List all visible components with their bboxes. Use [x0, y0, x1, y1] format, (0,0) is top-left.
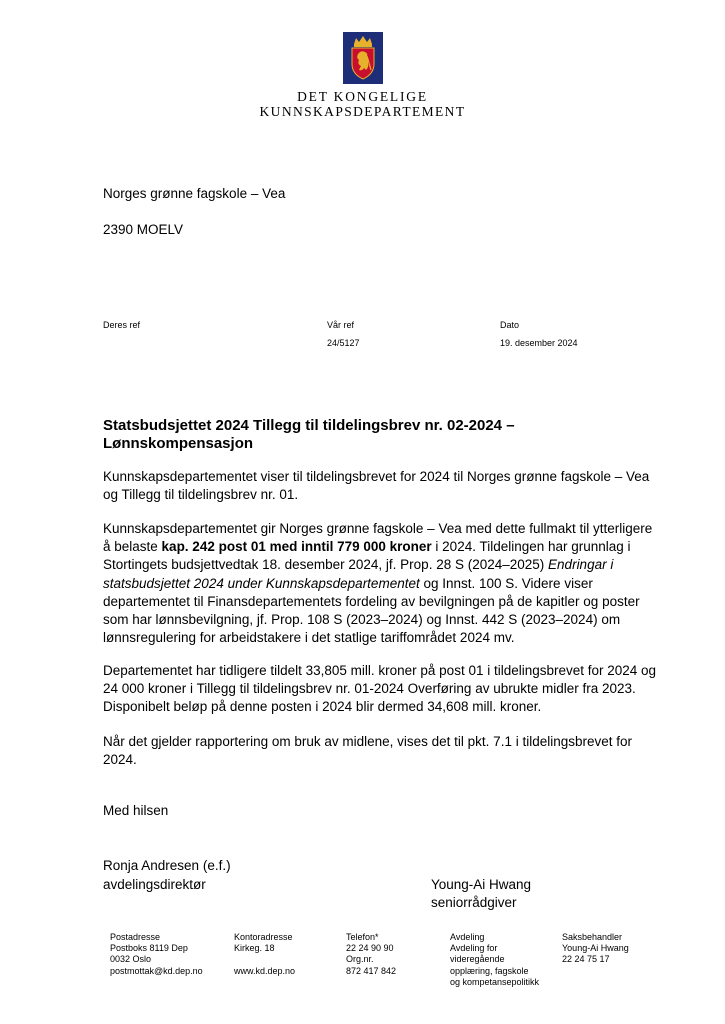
closing-greeting: Med hilsen — [103, 803, 169, 818]
footer-line: opplæring, fagskole — [450, 965, 529, 976]
footer-website: www.kd.dep.no — [234, 965, 296, 976]
footer-line: 872 417 842 — [346, 965, 397, 976]
footer-case-officer — [562, 932, 629, 966]
org-name-line1: DET KONGELIGE — [297, 89, 428, 104]
footer-phone — [346, 932, 396, 977]
paragraph-1: Kunnskapsdepartementet viser til tildelingsbrevet for 2024 til Norges grønne fagskole – Vea og Tillegg til tildelingsbrev nr. 01. — [103, 469, 650, 503]
footer-line — [234, 954, 295, 965]
paragraph-2-text-b: i 2024. Tildelingen har grunnlag i Stortingets budsjettvedtak 18. desember 2024, jf. Prop. 28 S (2024–2025) — [103, 539, 631, 573]
footer-line: 0032 Oslo — [110, 954, 152, 965]
footer-line: Postadresse — [110, 932, 161, 942]
deres-ref-label: Deres ref — [103, 320, 141, 330]
var-ref-label: Vår ref — [327, 320, 355, 330]
signer-2-name: Young-Ai Hwang — [431, 877, 532, 892]
footer-line: Avdeling — [450, 932, 485, 942]
date-value: 19. desember 2024 — [500, 338, 578, 348]
footer-line: 22 24 90 90 — [346, 943, 394, 954]
footer-line: Kirkeg. 18 — [234, 943, 275, 954]
signer-2-title: seniorrådgiver — [431, 895, 517, 910]
footer-email: postmottak@kd.dep.no — [110, 965, 203, 976]
footer-postal-address — [110, 932, 203, 977]
norwegian-coat-of-arms-icon — [343, 32, 383, 84]
paragraph-2-text-a: Kunnskapsdepartementet gir Norges grønne fagskole – Vea med dette fullmakt til ytterligere å belaste — [103, 521, 653, 555]
paragraph-2-text-c: og Innst. 100 S. Videre viser departementet til Finansdepartementets fordeling av bevilgningen på de kapitler og poster som har lønnsbevilgning, jf. Prop. 108 S (2023–2024) og Innst. 442 S (2023–2024) om lønnsregulering for arbeidstakere i det statlige tariffområdet 2024 mv. — [103, 575, 640, 646]
letterhead-logo — [0, 32, 725, 84]
footer-line: Org.nr. — [346, 954, 374, 965]
paragraph-3: Departementet har tidligere tildelt 33,805 mill. kroner på post 01 i tildelingsbrevet for 2024 og 24 000 kroner i Tillegg til tildelingsbrev nr. 01-2024 Overføring av ubrukte midler fra 2023. Disponibelt beløp på denne posten i 2024 blir dermed 34,608 mill. kroner. — [103, 663, 657, 715]
footer-department — [450, 932, 539, 988]
paragraph-2 — [103, 520, 663, 647]
footer-line: videregående — [450, 954, 505, 965]
footer-line: Kontoradresse — [234, 932, 293, 942]
footer-office-address — [234, 932, 295, 977]
date-label: Dato — [500, 320, 520, 330]
var-ref-value: 24/5127 — [327, 338, 360, 348]
footer-line: Telefon* — [346, 932, 379, 942]
footer-line: Saksbehandler — [562, 932, 623, 942]
paragraph-2-italic: Endringar i statsbudsjettet 2024 under Kunnskapsdepartementet — [103, 557, 614, 591]
footer-line: 22 24 75 17 — [562, 954, 610, 965]
letter-title: Statsbudsjettet 2024 Tillegg til tildelingsbrev nr. 02-2024 – Lønnskompensasjon — [103, 417, 515, 452]
footer-line: og kompetansepolitikk — [450, 976, 540, 987]
footer-line: Postboks 8119 Dep — [110, 943, 188, 954]
recipient-name: Norges grønne fagskole – Vea — [103, 186, 286, 201]
paragraph-2-bold: kap. 242 post 01 med inntil 779 000 kroner — [161, 539, 432, 555]
signer-1-title: avdelingsdirektør — [103, 877, 206, 892]
recipient-postal: 2390 MOELV — [103, 222, 184, 237]
paragraph-4: Når det gjelder rapportering om bruk av midlene, vises det til pkt. 7.1 i tildelingsbrevet for 2024. — [103, 734, 633, 768]
signer-1-name: Ronja Andresen (e.f.) — [103, 858, 231, 873]
footer-line: Young-Ai Hwang — [562, 943, 629, 954]
footer-line: Avdeling for — [450, 943, 498, 954]
org-name-line2: KUNNSKAPSDEPARTEMENT — [259, 104, 466, 119]
